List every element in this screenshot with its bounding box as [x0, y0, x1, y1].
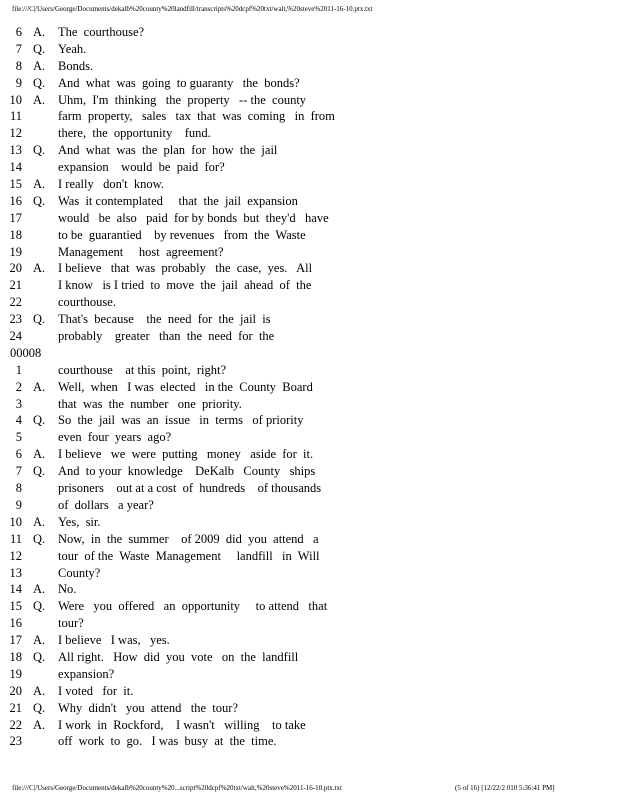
line-number: 16 [9, 616, 22, 631]
transcript-line [0, 176, 618, 193]
transcript-line [0, 548, 618, 565]
transcript-line [0, 210, 618, 227]
line-number: 2 [15, 379, 22, 394]
transcript-line [0, 58, 618, 75]
transcript-line [0, 666, 618, 683]
speaker-marker: Q. [33, 193, 46, 208]
line-text: I know is I tried to move the jail ahead of the [58, 278, 312, 293]
line-text: Well, when I was elected in the County Board [58, 379, 313, 394]
transcript-line [0, 581, 618, 598]
line-number: 6 [15, 25, 22, 39]
line-text: I voted for it. [58, 683, 134, 698]
speaker-marker: A. [33, 25, 46, 39]
line-text: farm property, sales tax that was coming in from [58, 109, 335, 124]
line-text: I believe that was probably the case, yes. All [58, 261, 313, 276]
line-number: 13 [9, 565, 22, 580]
line-number: 23 [9, 312, 22, 327]
line-text: Management host agreement? [58, 244, 224, 259]
line-text: Now, in the summer of 2009 did you attend a [58, 531, 319, 546]
transcript-line [0, 41, 618, 58]
line-text: Was it contemplated that the jail expansion [58, 193, 298, 208]
speaker-marker: A. [33, 683, 46, 698]
line-number: 8 [15, 481, 22, 496]
file-path-footer: file:///C|/Users/George/Documents/dekalb%20county%20...script%20dcpf%20txt/walt,%20steve%2011-16-10.ptx.txt [12, 784, 342, 792]
transcript-line [0, 649, 618, 666]
transcript-line [0, 108, 618, 125]
speaker-marker: Q. [33, 700, 46, 715]
transcript-line [0, 142, 618, 159]
transcript-line [0, 362, 618, 379]
transcript-line [0, 497, 618, 514]
line-text: prisoners out at a cost of hundreds of thousands [58, 481, 322, 496]
line-text: Yeah. [58, 41, 87, 56]
line-text: would be also paid for by bonds but they'd have [58, 210, 329, 225]
transcript-line [0, 531, 618, 548]
line-number: 15 [9, 599, 22, 614]
transcript-line [0, 446, 618, 463]
file-path-header: file:///C|/Users/George/Documents/dekalb%20county%20landfill/transcripts%20dcpf%20txt/walt,%20steve%2011-16-10.ptx.txt [12, 5, 373, 13]
line-number: 4 [15, 413, 22, 428]
transcript-line [0, 429, 618, 446]
line-text: even four years ago? [58, 430, 172, 445]
line-text: probably greater than the need for the [58, 329, 275, 344]
speaker-marker: Q. [33, 143, 46, 158]
line-text: And what was the plan for how the jail [58, 143, 278, 158]
transcript-line [0, 412, 618, 429]
line-text: I really don't know. [58, 177, 164, 192]
line-text: I believe I was, yes. [58, 633, 170, 648]
line-number: 23 [9, 734, 22, 749]
speaker-marker: Q. [33, 312, 46, 327]
line-text: expansion would be paid for? [58, 160, 225, 175]
transcript-line [0, 733, 618, 750]
line-number: 14 [9, 582, 22, 597]
line-number: 7 [15, 464, 22, 479]
line-text: off work to go. I was busy at the time. [58, 734, 277, 749]
transcript-line [0, 700, 618, 717]
transcript-line [0, 159, 618, 176]
transcript-line [0, 24, 618, 41]
line-text: Were you offered an opportunity to attend that [58, 599, 328, 614]
line-text: expansion? [58, 666, 115, 681]
speaker-marker: A. [33, 261, 46, 276]
speaker-marker: Q. [33, 413, 46, 428]
line-text: The courthouse? [58, 25, 145, 39]
page-number-marker [0, 345, 618, 362]
line-number: 15 [9, 177, 22, 192]
speaker-marker: Q. [33, 531, 46, 546]
line-number: 6 [15, 447, 22, 462]
transcript-line [0, 565, 618, 582]
line-text: So the jail was an issue in terms of priority [58, 413, 304, 428]
transcript-body [0, 24, 618, 750]
line-number: 19 [9, 666, 22, 681]
line-text: That's because the need for the jail is [58, 312, 271, 327]
transcript-line [0, 683, 618, 700]
line-number: 19 [9, 244, 22, 259]
transcript-line [0, 463, 618, 480]
line-number: 10 [9, 92, 22, 107]
line-number: 1 [15, 362, 22, 377]
line-number: 12 [9, 548, 22, 563]
page-counter-footer: (5 of 16) [12/22/2 010 5:36:41 PM] [455, 784, 555, 792]
speaker-marker: Q. [33, 75, 46, 90]
line-number: 12 [9, 126, 22, 141]
line-number: 22 [9, 717, 22, 732]
speaker-marker: A. [33, 633, 46, 648]
transcript-line [0, 396, 618, 413]
speaker-marker: A. [33, 92, 46, 107]
line-number: 9 [15, 75, 22, 90]
speaker-marker: A. [33, 582, 46, 597]
line-text: County? [58, 565, 101, 580]
line-number: 11 [9, 109, 22, 124]
speaker-marker: A. [33, 717, 46, 732]
transcript-line [0, 480, 618, 497]
line-text: there, the opportunity fund. [58, 126, 211, 141]
line-number: 17 [9, 210, 22, 225]
speaker-marker: A. [33, 447, 46, 462]
line-number: 17 [9, 633, 22, 648]
line-number: 20 [9, 261, 22, 276]
speaker-marker: Q. [33, 599, 46, 614]
transcript-line [0, 92, 618, 109]
transcript-line [0, 294, 618, 311]
line-number: 11 [9, 531, 22, 546]
speaker-marker: A. [33, 514, 46, 529]
transcript-line [0, 514, 618, 531]
line-number: 10 [9, 514, 22, 529]
transcript-line [0, 193, 618, 210]
transcript-line [0, 615, 618, 632]
line-text: No. [58, 582, 77, 597]
line-text: tour of the Waste Management landfill in Will [58, 548, 320, 563]
speaker-marker: A. [33, 58, 46, 73]
transcript-line [0, 227, 618, 244]
transcript-line [0, 598, 618, 615]
line-number: 16 [9, 193, 22, 208]
line-text: I believe we were putting money aside for it. [58, 447, 314, 462]
transcript-line [0, 717, 618, 734]
transcript-line [0, 125, 618, 142]
line-text: I work in Rockford, I wasn't willing to take [58, 717, 306, 732]
line-text: Yes, sir. [58, 514, 101, 529]
line-text: tour? [58, 616, 84, 631]
line-text: courthouse at this point, right? [58, 362, 227, 377]
line-number: 24 [9, 329, 22, 344]
line-text: All right. How did you vote on the landfill [58, 649, 299, 664]
line-number: 14 [9, 160, 22, 175]
line-text: Why didn't you attend the tour? [58, 700, 238, 715]
transcript-line [0, 328, 618, 345]
line-number: 21 [9, 278, 22, 293]
speaker-marker: Q. [33, 464, 46, 479]
line-number: 7 [15, 41, 22, 56]
transcript-line [0, 244, 618, 261]
line-number: 13 [9, 143, 22, 158]
speaker-marker: Q. [33, 649, 46, 664]
line-text: Bonds. [58, 58, 94, 73]
line-text: And what was going to guaranty the bonds? [58, 75, 300, 90]
transcript-line [0, 379, 618, 396]
line-text: to be guarantied by revenues from the Waste [58, 227, 306, 242]
page-number: 00008 [10, 345, 42, 360]
transcript-line [0, 277, 618, 294]
speaker-marker: Q. [33, 41, 46, 56]
line-number: 22 [9, 295, 22, 310]
line-number: 3 [15, 396, 22, 411]
line-text: that was the number one priority. [58, 396, 242, 411]
line-text: Uhm, I'm thinking the property -- the county [58, 92, 307, 107]
transcript-line [0, 632, 618, 649]
line-number: 18 [9, 227, 22, 242]
line-number: 9 [15, 497, 22, 512]
speaker-marker: A. [33, 379, 46, 394]
line-text: courthouse. [58, 295, 116, 310]
line-number: 18 [9, 649, 22, 664]
transcript-line [0, 311, 618, 328]
line-number: 20 [9, 683, 22, 698]
transcript-line [0, 75, 618, 92]
line-text: And to your knowledge DeKalb County ships [58, 464, 316, 479]
line-text: of dollars a year? [58, 497, 154, 512]
line-number: 8 [15, 58, 22, 73]
line-number: 5 [15, 430, 22, 445]
transcript-line [0, 260, 618, 277]
speaker-marker: A. [33, 177, 46, 192]
line-number: 21 [9, 700, 22, 715]
